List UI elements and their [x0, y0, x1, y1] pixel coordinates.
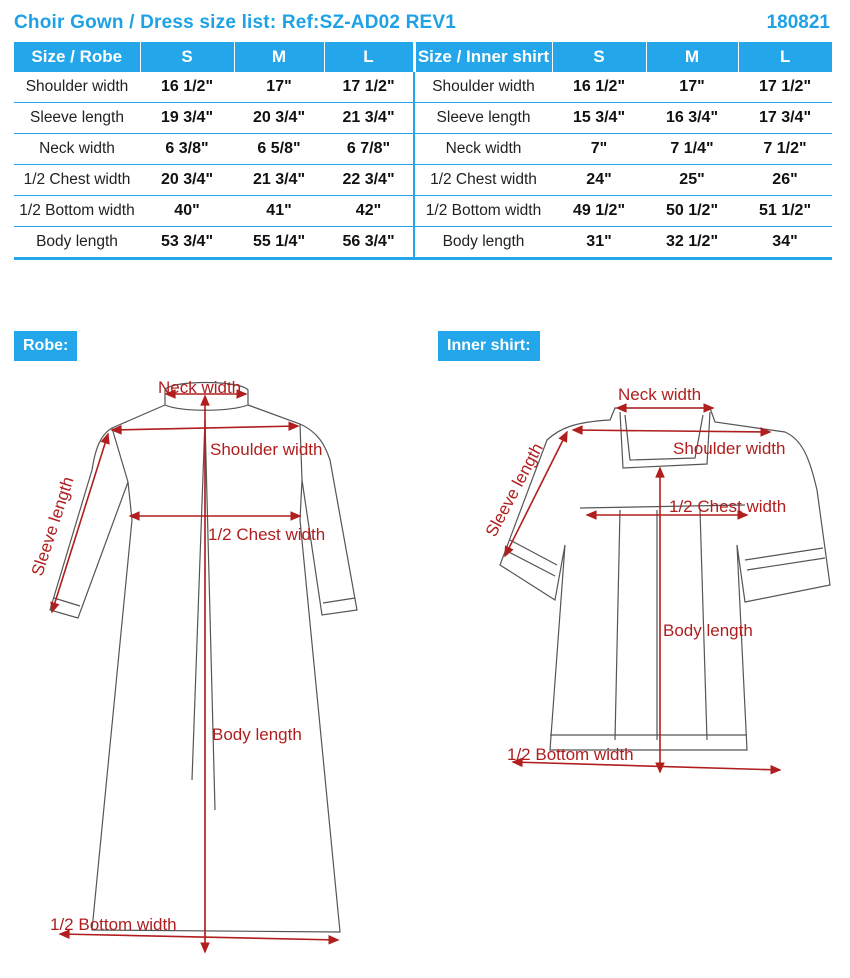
robe-size-l: L — [324, 42, 414, 72]
shirt-row-label: Sleeve length — [414, 103, 552, 134]
shirt-value-m: 32 1/2" — [646, 227, 738, 259]
robe-value-m: 21 3/4" — [234, 165, 324, 196]
robe-row-label: Sleeve length — [14, 103, 140, 134]
shirt-sleeve-length-label: Sleeve length — [481, 439, 547, 540]
shirt-row-label: Body length — [414, 227, 552, 259]
shirt-outline — [500, 408, 830, 750]
shirt-chest-width-label: 1/2 Chest width — [669, 497, 787, 516]
robe-row-label: Shoulder width — [14, 72, 140, 103]
shirt-value-m: 50 1/2" — [646, 196, 738, 227]
shirt-diagram — [425, 360, 850, 810]
size-table — [14, 42, 832, 260]
robe-value-l: 6 7/8" — [324, 134, 414, 165]
robe-value-s: 53 3/4" — [140, 227, 234, 259]
shirt-value-m: 16 3/4" — [646, 103, 738, 134]
shirt-body-length-label: Body length — [663, 621, 753, 640]
robe-chest-width-label: 1/2 Chest width — [208, 525, 326, 544]
shirt-value-m: 7 1/4" — [646, 134, 738, 165]
table-row — [14, 196, 832, 227]
shirt-value-s: 24" — [552, 165, 646, 196]
robe-value-m: 6 5/8" — [234, 134, 324, 165]
shirt-section-tag: Inner shirt: — [438, 331, 540, 361]
robe-outline — [50, 383, 357, 941]
shirt-value-s: 7" — [552, 134, 646, 165]
shirt-value-s: 31" — [552, 227, 646, 259]
shirt-shoulder-width-label: Shoulder width — [673, 439, 786, 458]
robe-bottom-width-label: 1/2 Bottom width — [50, 915, 177, 934]
shirt-size-l: L — [738, 42, 832, 72]
shirt-size-m: M — [646, 42, 738, 72]
page-title: Choir Gown / Dress size list: Ref:SZ-AD02 REV1 — [14, 12, 457, 33]
robe-value-l: 42" — [324, 196, 414, 227]
shirt-value-s: 49 1/2" — [552, 196, 646, 227]
robe-size-m: M — [234, 42, 324, 72]
robe-value-l: 22 3/4" — [324, 165, 414, 196]
shirt-row-label: 1/2 Chest width — [414, 165, 552, 196]
robe-row-label: 1/2 Chest width — [14, 165, 140, 196]
table-row — [14, 134, 832, 165]
table-row — [14, 103, 832, 134]
shirt-header: Size / Inner shirt — [414, 42, 552, 72]
shirt-value-m: 25" — [646, 165, 738, 196]
shirt-value-l: 17 3/4" — [738, 103, 832, 134]
robe-row-label: 1/2 Bottom width — [14, 196, 140, 227]
robe-header: Size / Robe — [14, 42, 140, 72]
table-header-row — [14, 42, 832, 72]
shirt-row-label: Shoulder width — [414, 72, 552, 103]
table-row — [14, 227, 832, 259]
robe-row-label: Body length — [14, 227, 140, 259]
shirt-value-s: 15 3/4" — [552, 103, 646, 134]
robe-value-s: 6 3/8" — [140, 134, 234, 165]
robe-value-l: 56 3/4" — [324, 227, 414, 259]
shirt-row-label: 1/2 Bottom width — [414, 196, 552, 227]
robe-value-l: 17 1/2" — [324, 72, 414, 103]
robe-size-s: S — [140, 42, 234, 72]
robe-value-m: 41" — [234, 196, 324, 227]
robe-value-s: 40" — [140, 196, 234, 227]
robe-measure-lines — [52, 394, 338, 952]
robe-row-label: Neck width — [14, 134, 140, 165]
shirt-value-l: 51 1/2" — [738, 196, 832, 227]
table-row — [14, 72, 832, 103]
robe-value-s: 19 3/4" — [140, 103, 234, 134]
robe-value-m: 55 1/4" — [234, 227, 324, 259]
reference-code: 180821 — [766, 12, 830, 33]
shirt-value-l: 26" — [738, 165, 832, 196]
robe-value-s: 20 3/4" — [140, 165, 234, 196]
shirt-value-l: 17 1/2" — [738, 72, 832, 103]
robe-value-s: 16 1/2" — [140, 72, 234, 103]
shirt-bottom-width-label: 1/2 Bottom width — [507, 745, 634, 764]
shirt-value-m: 17" — [646, 72, 738, 103]
table-row — [14, 165, 832, 196]
shirt-size-s: S — [552, 42, 646, 72]
robe-sleeve-length-label: Sleeve length — [27, 474, 78, 579]
robe-neck-width-label: Neck width — [158, 378, 242, 397]
robe-value-l: 21 3/4" — [324, 103, 414, 134]
robe-value-m: 20 3/4" — [234, 103, 324, 134]
shirt-row-label: Neck width — [414, 134, 552, 165]
robe-body-length-label: Body length — [212, 725, 302, 744]
robe-shoulder-width-label: Shoulder width — [210, 440, 323, 459]
shirt-value-s: 16 1/2" — [552, 72, 646, 103]
shirt-value-l: 34" — [738, 227, 832, 259]
robe-diagram — [0, 360, 425, 970]
robe-value-m: 17" — [234, 72, 324, 103]
shirt-value-l: 7 1/2" — [738, 134, 832, 165]
shirt-neck-width-label: Neck width — [618, 385, 702, 404]
robe-section-tag: Robe: — [14, 331, 77, 361]
